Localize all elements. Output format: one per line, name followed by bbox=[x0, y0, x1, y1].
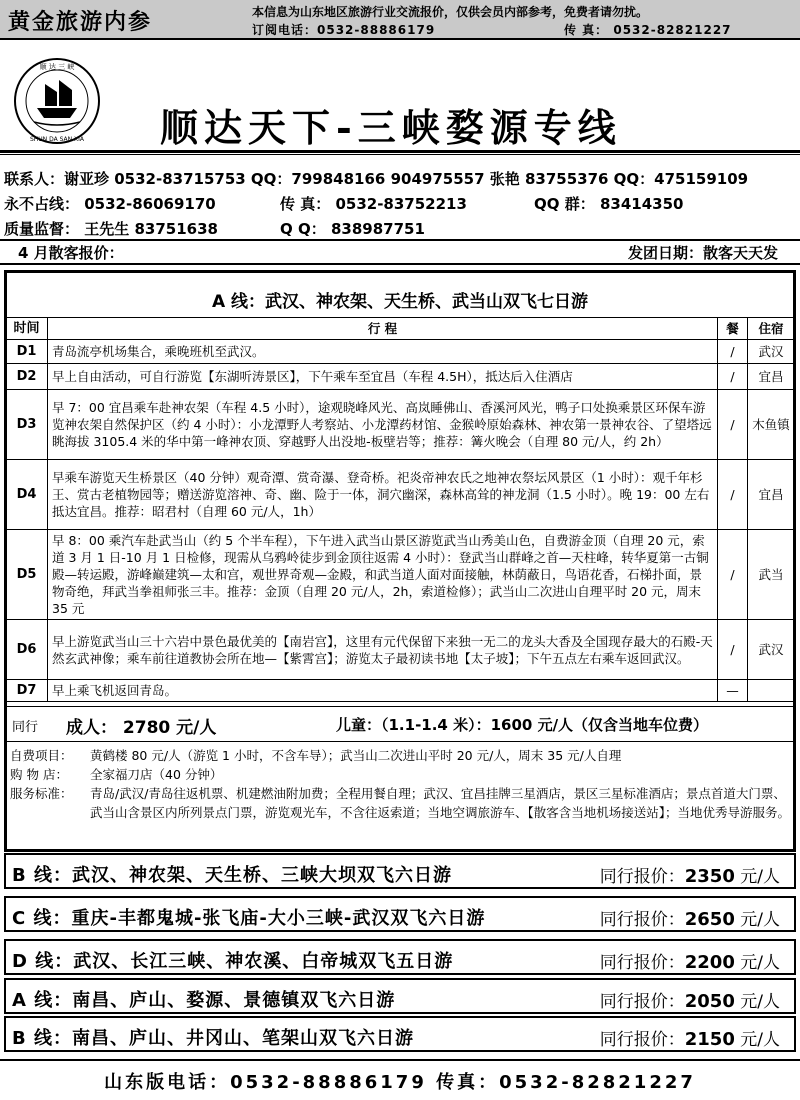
price-value: 2650 bbox=[684, 909, 735, 930]
footer-divider bbox=[0, 1059, 800, 1061]
note-text: 全家福刀店（40 分钟） bbox=[90, 767, 223, 782]
note-label: 购 物 店： bbox=[10, 767, 68, 782]
page-title: 顺达天下-三峡婺源专线 bbox=[160, 105, 622, 150]
hotline-row bbox=[4, 193, 794, 213]
day-itinerary: 早 8：00 乘汽车赴武当山（约 5 个半车程），下午进入武当山景区游览武当山秀美山色，自费游金顶（自理 20 元，索道 3 月 1 日-10 月 1 日检修，现需从乌鸦岭徒步到金顶往返需 4 小时）：登武当山群峰之首—天柱峰，转华夏第一古铜殿—转运殿，游峰巅建筑—太和宫，观世界奇观—金殿，和武当道人面对面接触，林荫蔽日，鸟语花香，石梯扑面，景物奇绝，拜武当拳祖师张三丰。推荐：金顶（自理 20 元/人，2h，索道检修）；武当山二次进山自理平时 20 元，周末 35 元 bbox=[48, 530, 718, 620]
note-text: 黄鹤楼 80 元/人（游览 1 小时，不含车导）；武当山二次进山平时 20 元/人，周末 35 元/人自理 bbox=[90, 748, 622, 763]
logo-bottom-text: SHUN DA SAN XIA bbox=[29, 136, 85, 143]
day-meal: / bbox=[718, 530, 748, 620]
day-hotel: 武当 bbox=[748, 530, 795, 620]
route-price bbox=[600, 862, 780, 887]
table-row bbox=[6, 620, 795, 680]
route-price bbox=[600, 948, 780, 973]
table-row bbox=[6, 390, 795, 460]
contact-divider bbox=[0, 239, 800, 241]
route-price bbox=[600, 1025, 780, 1050]
header-hotel: 住宿 bbox=[748, 318, 795, 340]
subscription-fax: 传 真： 0532-82821227 bbox=[564, 23, 732, 37]
note-label: 自费项目： bbox=[10, 748, 73, 763]
price-unit: 元/人 bbox=[734, 953, 780, 973]
child-price: 儿童：（1.1-1.4 米）：1600 元/人（仅含当地车位费） bbox=[336, 716, 709, 734]
day-hotel: 宜昌 bbox=[748, 460, 795, 530]
day-itinerary: 青岛流亭机场集合，乘晚班机至武汉。 bbox=[48, 340, 718, 364]
route-line-b bbox=[4, 853, 796, 889]
day-meal: / bbox=[718, 460, 748, 530]
header-day: 时间 bbox=[6, 318, 48, 340]
brand-name: 黄金旅游内参 bbox=[8, 10, 153, 35]
hotline: 永不占线： 0532-86069170 bbox=[4, 195, 216, 213]
day-label: D5 bbox=[6, 530, 48, 620]
price-unit: 元/人 bbox=[734, 992, 780, 1012]
table-row bbox=[6, 460, 795, 530]
title-divider bbox=[0, 150, 800, 153]
day-label: D1 bbox=[6, 340, 48, 364]
line-a-price-row bbox=[5, 706, 795, 742]
price-label: 同行报价： bbox=[599, 867, 685, 887]
line-a-notes bbox=[10, 746, 792, 822]
route-name: D 线：武汉、长江三峡、神农溪、白帝城双飞五日游 bbox=[12, 951, 454, 972]
day-meal: / bbox=[718, 390, 748, 460]
price-label: 同行报价： bbox=[599, 910, 685, 930]
adult-price: 成人： 2780 元/人 bbox=[66, 718, 217, 738]
price-value: 2050 bbox=[684, 991, 735, 1012]
qq-number: Q Q： 838987751 bbox=[280, 220, 425, 238]
ship-logo-icon bbox=[12, 56, 102, 146]
list-item bbox=[10, 784, 792, 822]
note-label: 服务标准： bbox=[10, 786, 73, 801]
table-row bbox=[6, 530, 795, 620]
route-name: A 线：南昌、庐山、婺源、景德镇双飞六日游 bbox=[12, 990, 396, 1011]
day-itinerary: 早上自由活动，可自行游览【东湖听涛景区】，下午乘车至宜昌（车程 4.5H），抵达后入住酒店 bbox=[48, 364, 718, 390]
route-line-c bbox=[4, 896, 796, 932]
price-value: 2150 bbox=[684, 1029, 735, 1050]
price-label: 同行 bbox=[12, 720, 39, 735]
subscription-contact bbox=[252, 21, 732, 38]
supervisor-row bbox=[4, 218, 794, 238]
logo-top-text: 顺 达 三 峡 bbox=[39, 63, 75, 71]
itinerary-table bbox=[5, 317, 795, 702]
table-row bbox=[6, 680, 795, 702]
price-unit: 元/人 bbox=[734, 867, 780, 887]
table-row bbox=[6, 340, 795, 364]
route-name: C 线：重庆-丰都鬼城-张飞庙-大小三峡-武汉双飞六日游 bbox=[12, 908, 486, 929]
day-itinerary: 早 7：00 宜昌乘车赴神农架（车程 4.5 小时），途观晓峰风光、高岚睡佛山、香溪河风光，鸭子口处换乘景区环保车游览神农架自然保护区（约 4 小时）：小龙潭野人考察站、小龙潭药材馆、金猴岭原始森林、神农第一景神农谷、了望塔远眺海拔 3105.4 米的华中第一峰神农顶、穿越野人出没地-板壁岩等；推荐：篝火晚会（自理 80 元/人，约 2h） bbox=[48, 390, 718, 460]
member-notice: 本信息为山东地区旅游行业交流报价，仅供会员内部参考，免费者请勿扰。 bbox=[252, 5, 649, 19]
header-itinerary: 行 程 bbox=[48, 318, 718, 340]
table-row bbox=[6, 364, 795, 390]
title-divider-thin bbox=[0, 154, 800, 155]
route-line-d bbox=[4, 939, 796, 975]
day-label: D3 bbox=[6, 390, 48, 460]
day-itinerary: 早乘车游览天生桥景区（40 分钟）观奇潭、赏奇瀑、登奇桥。祀炎帝神农氏之地神农祭坛风景区（1 小时）：观千年杉王、赏古老植物园等；赠送游览溶神、奇、幽、险于一体，洞穴幽深，森林高耸的神龙洞（1.5 小时）。晚 19：00 左右抵达宜昌。推荐：昭君村（自理 60 元/人，1h） bbox=[48, 460, 718, 530]
note-text: 青岛/武汉/青岛往返机票、机建燃油附加费；全程用餐自理；武汉、宜昌挂牌三星酒店，景区三星标准酒店；景点首道大门票、武当山含景区内所列景点门票，游览观光车，不含往返索道；当地空调旅游车、【散客含当地机场接送站】；当地优秀导游服务。 bbox=[90, 786, 791, 820]
route-price bbox=[600, 987, 780, 1012]
day-itinerary: 早上游览武当山三十六岩中景色最优美的【南岩宫】，这里有元代保留下来独一无二的龙头大香及全国现存最大的石殿-天然玄武神像；乘车前往道教协会所在地—【紫霄宫】；游览太子最初读书地【太子坡】；下午五点左右乘车返回武汉。 bbox=[48, 620, 718, 680]
route-line-a2 bbox=[4, 978, 796, 1014]
qq-group: QQ 群： 83414350 bbox=[534, 195, 684, 213]
footer-contact: 山东版电话：0532-88886179 传真：0532-82821227 bbox=[104, 1072, 696, 1093]
day-label: D4 bbox=[6, 460, 48, 530]
day-meal: — bbox=[718, 680, 748, 702]
agency-fax: 传 真： 0532-83752213 bbox=[280, 195, 467, 213]
day-meal: / bbox=[718, 620, 748, 680]
route-line-b2 bbox=[4, 1016, 796, 1052]
header-meal: 餐 bbox=[718, 318, 748, 340]
sub-divider bbox=[0, 263, 800, 265]
quality-supervisor: 质量监督： 王先生 83751638 bbox=[4, 220, 218, 238]
price-value: 2350 bbox=[684, 866, 735, 887]
list-item bbox=[10, 746, 792, 765]
top-banner bbox=[0, 0, 800, 40]
day-label: D2 bbox=[6, 364, 48, 390]
day-hotel: 宜昌 bbox=[748, 364, 795, 390]
price-value: 2200 bbox=[684, 952, 735, 973]
price-label: 同行报价： bbox=[599, 1030, 685, 1050]
day-label: D7 bbox=[6, 680, 48, 702]
itinerary-header-row bbox=[6, 318, 795, 340]
day-hotel bbox=[748, 680, 795, 702]
day-hotel: 武汉 bbox=[748, 620, 795, 680]
route-name: B 线：南昌、庐山、井冈山、笔架山双飞六日游 bbox=[12, 1028, 414, 1049]
route-price bbox=[600, 905, 780, 930]
departure-info: 发团日期：散客天天发 bbox=[627, 244, 778, 262]
day-meal: / bbox=[718, 340, 748, 364]
route-name: B 线：武汉、神农架、天生桥、三峡大坝双飞六日游 bbox=[12, 865, 452, 886]
price-unit: 元/人 bbox=[734, 1030, 780, 1050]
subscription-phone: 订阅电话：0532-88886179 bbox=[252, 23, 436, 37]
contact-line: 联系人：谢亚珍 0532-83715753 QQ：799848166 904975557 张艳 83755376 QQ：475159109 bbox=[4, 170, 749, 188]
day-itinerary: 早上乘飞机返回青岛。 bbox=[48, 680, 718, 702]
day-meal: / bbox=[718, 364, 748, 390]
price-label: 同行报价： bbox=[599, 953, 685, 973]
monthly-quote-label: 4 月散客报价： bbox=[18, 244, 124, 262]
line-a-title: A 线：武汉、神农架、天生桥、武当山双飞七日游 bbox=[211, 292, 589, 312]
day-hotel: 木鱼镇 bbox=[748, 390, 795, 460]
day-label: D6 bbox=[6, 620, 48, 680]
day-hotel: 武汉 bbox=[748, 340, 795, 364]
price-label: 同行报价： bbox=[599, 992, 685, 1012]
price-unit: 元/人 bbox=[734, 910, 780, 930]
list-item bbox=[10, 765, 792, 784]
